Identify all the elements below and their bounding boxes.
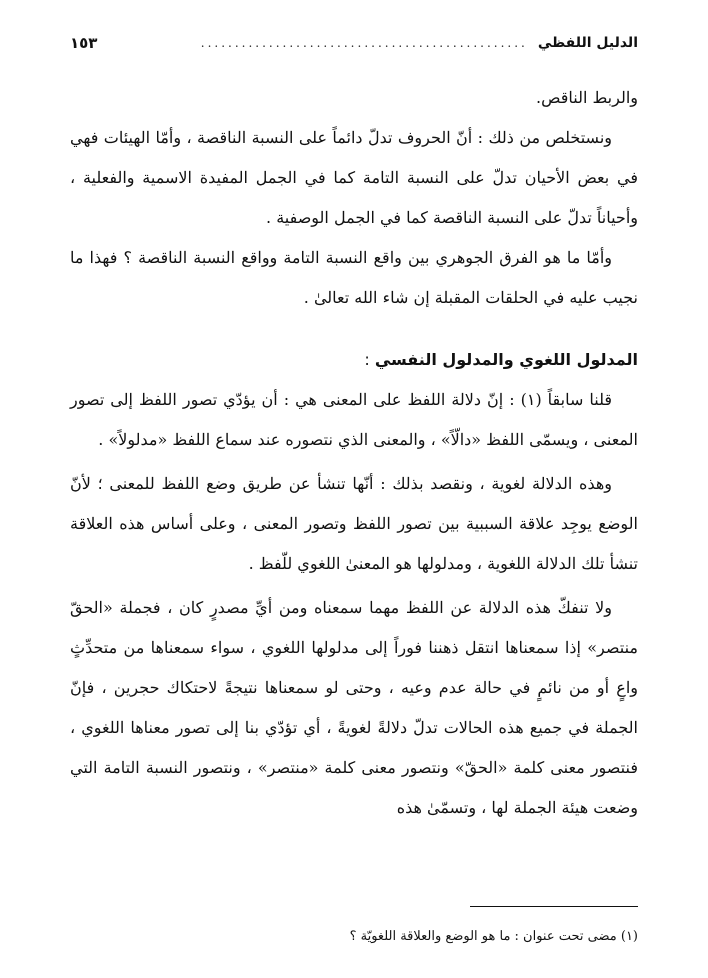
paragraph-continuation: والربط الناقص. — [536, 88, 638, 107]
running-head-title: الدليل اللفظي — [537, 35, 638, 51]
body-text — [70, 78, 638, 828]
section-heading-title: المدلول اللغوي والمدلول النفسي — [374, 350, 638, 369]
paragraph-linguistic-signification: وهذه الدلالة لغوية ، ونقصد بذلك : أنّها تنشأ عن طريق وضع اللفظ للمعنى ؛ لأنّ الوضع يوجِد علاقة السببية بين تصور اللفظ وتصور المعنى ، وعلى أساس هذه العلاقة تنشأ تلك الدلالة اللغوية ، ومدلولها هو المعنىٰ اللغوي للّفظ . — [70, 474, 638, 573]
running-head — [70, 30, 638, 56]
paragraph-question: وأمّا ما هو الفرق الجوهري بين واقع النسبة التامة وواقع النسبة الناقصة ؟ فهذا ما نجيب عليه في الحلقات المقبلة إن شاء الله تعالىٰ . — [70, 248, 638, 307]
section-heading — [70, 340, 638, 380]
page-number: ١٥٣ — [70, 34, 98, 52]
paragraph-definition: قلنا سابقاً (١) : إنّ دلالة اللفظ على المعنى هي : أن يؤدّي تصور اللفظ إلى تصور المعنى ، ويسمّى اللفظ «دالّاً» ، والمعنى الذي نتصوره عند سماع اللفظ «مدلولاً» . — [70, 390, 638, 449]
footnote-divider — [470, 906, 638, 907]
footnote: (١) مضى تحت عنوان : ما هو الوضع والعلاقة اللغويّة ؟ — [349, 929, 638, 944]
paragraph-conclusion: ونستخلص من ذلك : أنّ الحروف تدلّ دائماً على النسبة الناقصة ، وأمّا الهيئات فهي في بعض الأحيان تدلّ على النسبة التامة كما في الجمل المفيدة الاسمية والفعلية ، وأحياناً تدلّ على النسبة الناقصة كما في الجمل الوصفية . — [70, 128, 638, 227]
section-heading-colon: : — [364, 350, 375, 369]
running-head-leader-dots: ................................................ — [200, 36, 528, 50]
paragraph-inseparability: ولا تنفكّ هذه الدلالة عن اللفظ مهما سمعناه ومن أيِّ مصدرٍ كان ، فجملة «الحقّ منتصر» إذا سمعناها انتقل ذهننا فوراً إلى مدلولها اللغوي ، سواء سمعناها من متحدِّثٍ واعٍ أو من نائمٍ في حالة عدم وعيه ، وحتى لو سمعناها نتيجةً لاحتكاك حجرين ، فإنّ الجملة في جميع هذه الحالات تدلّ دلالةً لغويةً ، أي تؤدّي بنا إلى تصور معناها اللغوي ، فنتصور معنى كلمة «الحقّ» ونتصور معنى كلمة «منتصر» ، ونتصور النسبة التامة التي وضعت هيئة الجملة لها ، وتسمّىٰ هذه — [70, 598, 638, 817]
